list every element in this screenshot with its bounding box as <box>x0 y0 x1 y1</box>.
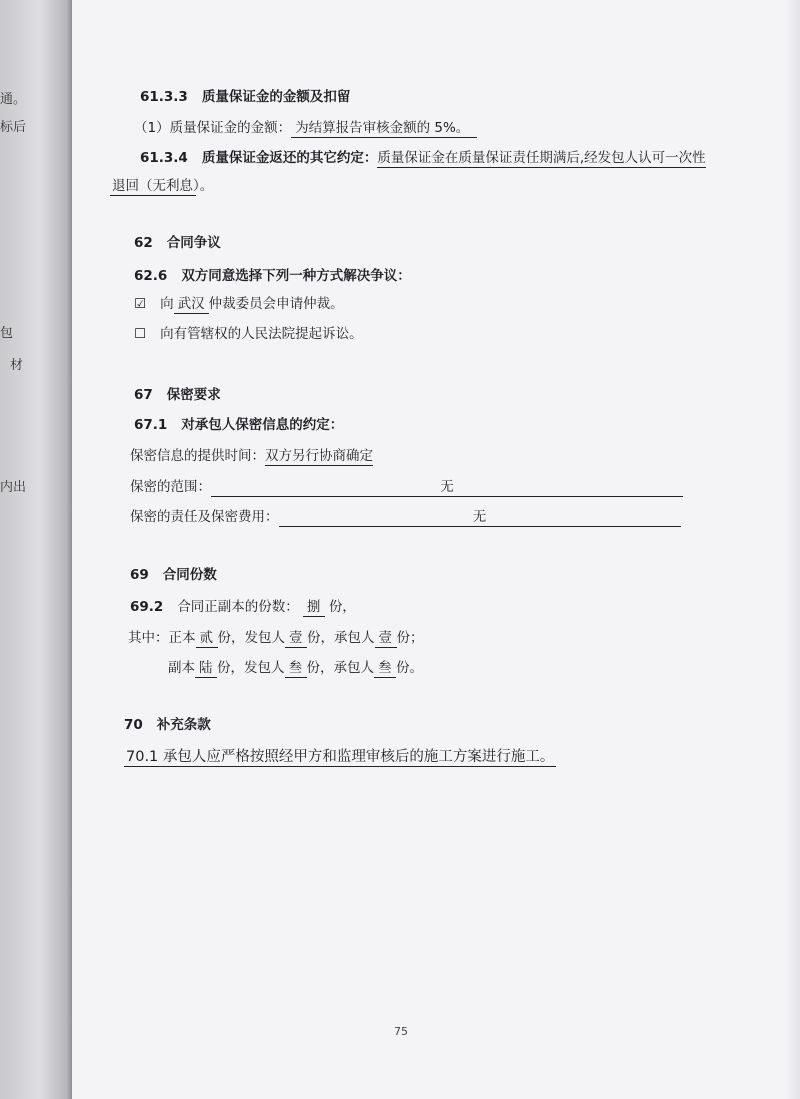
field-value: 武汉 <box>174 295 209 314</box>
section-title: 质量保证金的金额及扣留 <box>201 89 351 105</box>
fragment: 材 <box>10 358 24 373</box>
section-62-6 <box>134 267 411 285</box>
section-number: 67 <box>134 387 153 403</box>
section-title: 对承包人保密信息的约定： <box>181 417 344 433</box>
text: 其中：正本 <box>128 630 196 646</box>
section-title: 补充条款 <box>156 717 211 733</box>
field-label: 保密的范围： <box>130 479 211 495</box>
field-value: 质量保证金在质量保证责任期满后,经发包人认可一次性 <box>377 150 706 166</box>
field-value: 壹 <box>375 629 397 648</box>
section-69 <box>130 566 217 584</box>
section-number: 70 <box>124 717 143 733</box>
supplementary-clause: 70.1 承包人应严格按照经甲方和监理审核后的施工方案进行施工。 <box>126 749 555 765</box>
section-62 <box>134 234 221 252</box>
section-61-3-4 <box>140 149 706 168</box>
confidential-scope <box>130 478 683 497</box>
section-69-2 <box>130 598 356 617</box>
option-court <box>134 325 363 343</box>
text: 份， <box>328 599 356 615</box>
confidential-liability <box>130 508 681 527</box>
field-value: 无 <box>279 508 681 527</box>
provide-time <box>130 447 373 466</box>
field-value: 壹 <box>285 629 307 648</box>
checkbox-checked-icon: ☑ <box>134 296 147 312</box>
section-number: 67.1 <box>134 417 168 433</box>
adjacent-page-strip <box>0 0 72 1099</box>
section-number: 69.2 <box>130 599 164 615</box>
section-title: 保密要求 <box>166 387 221 403</box>
text: 份； <box>396 630 424 646</box>
section-number: 62.6 <box>134 268 168 284</box>
text: 份，发包人 <box>217 630 285 646</box>
section-number: 62 <box>134 235 153 251</box>
field-value: 陆 <box>195 659 217 678</box>
field-label: （1）质量保证金的金额： <box>134 120 292 136</box>
field-label: 保密信息的提供时间： <box>130 448 265 464</box>
section-70-1 <box>124 748 556 767</box>
text: 向 <box>160 296 174 312</box>
fragment: 通。 <box>0 92 27 107</box>
text: 份，发包人 <box>217 660 285 676</box>
page-edge <box>786 0 800 1099</box>
field-value: 为结算报告审核金额的 5%。 <box>291 119 477 138</box>
field-value: 退回（无利息）。 <box>112 178 214 194</box>
section-61-3-3 <box>140 88 350 106</box>
section-number: 61.3.4 <box>140 150 188 166</box>
field-value: 无 <box>211 478 683 497</box>
retention-amount <box>134 119 477 138</box>
fragment: 内出 <box>0 480 27 495</box>
field-label: 合同正副本的份数： <box>177 599 299 615</box>
section-number: 61.3.3 <box>140 89 188 105</box>
fragment: 包 <box>0 326 14 341</box>
field-value: 叁 <box>374 659 396 678</box>
page-number: 75 <box>394 1025 408 1038</box>
text: 份，承包人 <box>306 660 374 676</box>
field-value: 双方另行协商确定 <box>265 448 373 464</box>
section-67-1 <box>134 416 343 434</box>
section-70 <box>124 716 211 734</box>
field-value: 叁 <box>285 659 307 678</box>
section-number: 69 <box>130 567 149 583</box>
originals-count <box>128 629 424 648</box>
section-67 <box>134 386 221 404</box>
fragment: 标后 <box>0 120 27 135</box>
field-label: 质量保证金返还的其它约定： <box>201 150 378 166</box>
section-title: 双方同意选择下列一种方式解决争议： <box>181 268 411 284</box>
section-title: 合同份数 <box>162 567 217 583</box>
text: 份。 <box>396 660 423 676</box>
text: 份，承包人 <box>307 630 375 646</box>
section-61-3-4-cont <box>110 177 214 196</box>
checkbox-empty-icon: ☐ <box>134 326 147 342</box>
field-label: 保密的责任及保密费用： <box>130 509 279 525</box>
field-value: 贰 <box>196 629 218 648</box>
text: 向有管辖权的人民法院提起诉讼。 <box>160 326 363 342</box>
option-arbitration <box>134 295 344 314</box>
text: 仲裁委员会申请仲裁。 <box>208 296 344 312</box>
text: 副本 <box>168 660 195 676</box>
copies-count <box>168 659 423 678</box>
section-title: 合同争议 <box>166 235 221 251</box>
field-value: 捌 <box>303 598 325 617</box>
